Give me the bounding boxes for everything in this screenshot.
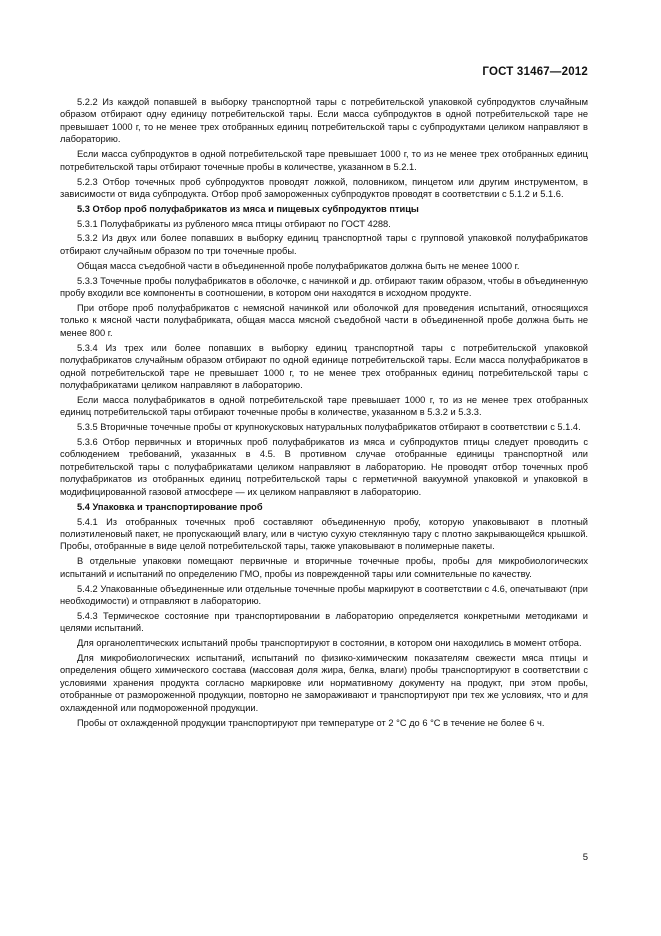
paragraph: 5.2.3 Отбор точечных проб субпродуктов проводят ложкой, половником, пинцетом или другим инструментом, в зависимости от вида субпродукта. Отбор проб замороженных субпродуктов проводят в соответствии с 5.1.2 и 5.1.6. [60,176,588,199]
section-heading: 5.3 Отбор проб полуфабрикатов из мяса и пищевых субпродуктов птицы [77,203,419,214]
paragraph: 5.3.3 Точечные пробы полуфабрикатов в оболочке, с начинкой и др. отбирают таким образом, чтобы в объединенную пробу входили все компоненты в соотношении, в котором они находятся в исходном продукте. [60,275,588,299]
paragraph: Если масса субпродуктов в одной потребительской таре превышает 1000 г, то из не менее трех отобранных единиц потребительской тары отбирают точечные пробы в количестве, указанном в 5.2.1. [60,149,588,172]
paragraph: 5.3.6 Отбор первичных и вторичных проб полуфабрикатов из мяса и субпродуктов птицы следует проводить с соблюдением требований, указанных в 4.5. В противном случае отобранные единицы транспортной или потребительской тары с полуфабрикатами целиком направляют в лабораторию. Не проводят отбор точечных проб полуфабрикатов из отобранных единиц потребительской тары с герметичной вакуумной упаковкой и упаковкой в модифицированной газовой атмосфере — их целиком направляют в лабораторию. [60,437,588,497]
paragraph: 5.3.5 Вторичные точечные пробы от крупнокусковых натуральных полуфабрикатов отбирают в соответствии с 5.1.4. [77,422,581,433]
paragraph: Для органолептических испытаний пробы транспортируют в состоянии, в котором они находились в момент отбора. [77,638,582,649]
paragraph: Общая масса съедобной части в объединенной пробе полуфабрикатов должна быть не менее 1000 г. [77,260,520,271]
paragraph: Для микробиологических испытаний, испытаний по физико-химическим показателям свежести мяса птицы и определения общего химического состава (массовая доля жира, белка, влаги) пробы транспортируют в соответствии с условиями хранения продукта согласно маркировке или нормативному документу на продукт, при этом пробы, отобранные от размороженной продукции, повторно не замораживают и транспортируют при тех же условиях, что и для охлажденной или подмороженной продукции. [60,653,588,713]
section-heading: 5.4 Упаковка и транспортирование проб [77,501,263,512]
document-header: ГОСТ 31467—2012 [482,66,588,78]
paragraph: В отдельные упаковки помещают первичные и вторичные точечные пробы, пробы для микробиологических испытаний и испытаний по определению ГМО, пробы из поврежденной тары или сомнительные по качеству. [60,556,588,579]
paragraph: При отборе проб полуфабрикатов с немясной начинкой или оболочкой для проведения испытаний, относящихся только к мясной части полуфабриката, общая масса мясной съедобной части в объединенной пробе должна быть не менее 800 г. [60,302,588,338]
paragraph: 5.2.2 Из каждой попавшей в выборку транспортной тары с потребительской упаковкой субпродуктов случайным образом отбирают одну единицу потребительской тары. Если масса субпродуктов в одной потребительской таре не превышает 1000 г, то не менее трех отобранных единиц потребительской тары с субпродуктами целиком направляют в лабораторию. [60,97,588,145]
paragraph: Пробы от охлажденной продукции транспортируют при температуре от 2 °С до 6 °С в течение не более 6 ч. [77,717,545,728]
paragraph: 5.4.1 Из отобранных точечных проб составляют объединенную пробу, которую упаковывают в плотный полиэтиленовый пакет, не пропускающий влагу, или в чистую сухую стеклянную тару с плотно закрывающейся крышкой. Пробы, отобранные в виде целой потребительской тары, также упаковывают в полимерные пакеты. [60,516,588,552]
paragraph: 5.4.2 Упакованные объединенные или отдельные точечные пробы маркируют в соответствии с 4.6, опечатывают (при необходимости) и отправляют в лабораторию. [60,583,588,607]
paragraph: Если масса полуфабрикатов в одной потребительской таре превышает 1000 г, то из не менее трех отобранных единиц потребительской тары отбирают точечные пробы в количестве, указанном в 5.3.2 и 5.3.3. [60,394,588,418]
paragraph: 5.3.1 Полуфабрикаты из рубленого мяса птицы отбирают по ГОСТ 4288. [77,218,391,229]
document-body [60,96,588,732]
page-number: 5 [582,852,588,863]
paragraph: 5.4.3 Термическое состояние при транспортировании в лабораторию определяется конкретными методиками и целями испытаний. [60,610,588,634]
paragraph: 5.3.2 Из двух или более попавших в выборку единиц транспортной тары с групповой упаковкой полуфабрикатов отбирают случайным образом по три точечные пробы. [60,233,588,256]
paragraph: 5.3.4 Из трех или более попавших в выборку единиц транспортной тары с потребительской упаковкой полуфабрикатов случайным образом отбирают по одной единице потребительской тары. Если масса полуфабрикатов в одной потребительской таре не превышает 1000 г, то не менее трех отобранных единиц потребительской тары с полуфабрикатами целиком направляют в лабораторию. [60,342,588,391]
